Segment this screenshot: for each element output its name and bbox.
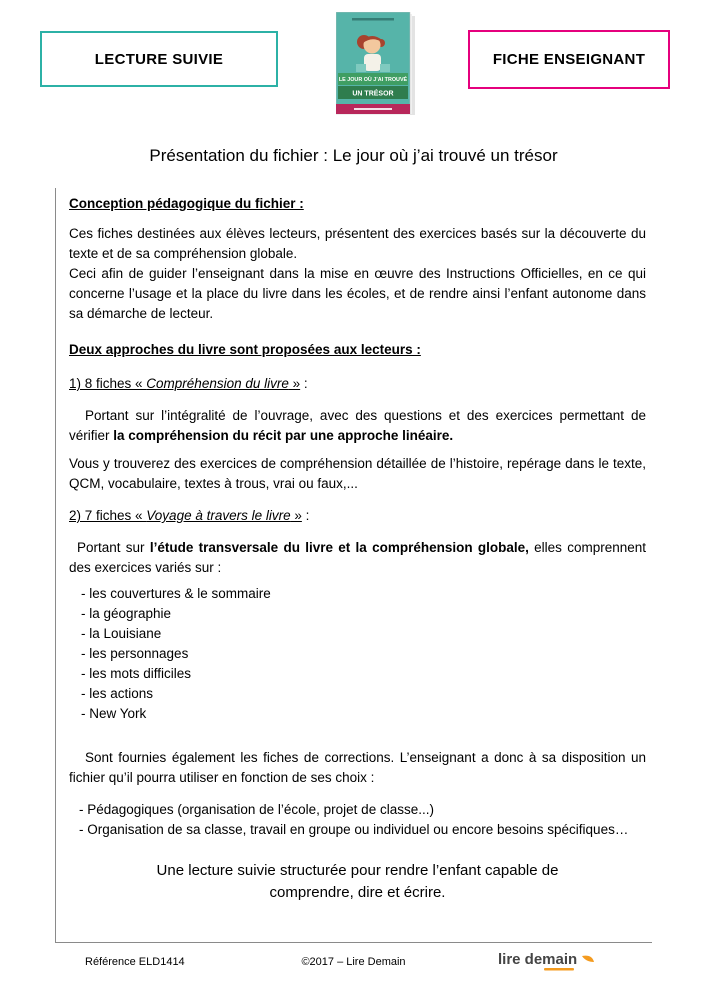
paragraph-guidance: Ceci afin de guider l’enseignant dans la mise en œuvre des Instructions Officielles, en ce qui concerne l’usage et la place du livre dans les écoles, et de rendre ainsi l’enfant autonome dans sa démarche de lecteur. bbox=[69, 266, 646, 321]
list-item: - les personnages bbox=[81, 646, 189, 661]
list-item: - New York bbox=[81, 706, 147, 721]
logo-subtext bbox=[544, 968, 574, 971]
paragraph-intro: Ces fiches destinées aux élèves lecteurs, présentent des exercices basés sur la découverte du texte et de sa compréhension globale. bbox=[69, 226, 646, 261]
book-title-line1: LE JOUR OÙ J’AI TROUVÉ bbox=[338, 77, 408, 83]
fiche2-colon: : bbox=[301, 508, 310, 523]
book-cover-illustration bbox=[336, 12, 416, 116]
fiche1-title: Compréhension du livre bbox=[146, 376, 289, 391]
page-title: Présentation du fichier : Le jour où j’ai trouvé un trésor bbox=[149, 146, 558, 165]
fiche2-suffix: » bbox=[290, 508, 302, 523]
fiche1-colon: : bbox=[300, 376, 308, 391]
badge-lecture-suivie bbox=[40, 31, 278, 87]
fiche1-suffix: » bbox=[288, 376, 301, 391]
heading-deux-approches: Deux approches du livre sont proposées aux lecteurs : bbox=[69, 342, 421, 357]
fiche1-details: Vous y trouverez des exercices de compréhension détaillée de l’histoire, repérage dans le texte, QCM, vocabulaire, textes à trous, vrai ou faux,... bbox=[69, 456, 646, 491]
badge-fiche-enseignant bbox=[468, 30, 670, 89]
fiche2-paragraph bbox=[69, 538, 646, 578]
lire-demain-logo bbox=[498, 948, 598, 979]
logo-swoosh-icon bbox=[582, 956, 594, 962]
fiche1-heading bbox=[69, 374, 646, 394]
fiche2-heading bbox=[69, 506, 646, 526]
footer-copyright: ©2017 – Lire Demain bbox=[301, 956, 406, 968]
fiche1-paragraph-text: Portant sur l’intégralité de l’ouvrage, avec des questions et des exercices permettant de vérifier bbox=[69, 408, 646, 443]
choices-list bbox=[69, 800, 646, 840]
list-item: - la Louisiane bbox=[81, 626, 162, 641]
fiche2-prefix: 2) 7 fiches « bbox=[69, 508, 147, 523]
list-item: - Pédagogiques (organisation de l’école, projet de classe...) bbox=[79, 802, 434, 817]
fiche1-paragraph-bold: la compréhension du récit par une approche linéaire. bbox=[113, 428, 454, 443]
lire-demain-logo-graphic bbox=[498, 948, 598, 976]
list-item: - la géographie bbox=[81, 606, 172, 621]
fiche2-paragraph-text1: Portant sur bbox=[77, 540, 150, 555]
list-item: - les mots difficiles bbox=[81, 666, 192, 681]
list-item: - les couvertures & le sommaire bbox=[81, 586, 271, 601]
footer bbox=[0, 946, 707, 1000]
fiche2-title: Voyage à travers le livre bbox=[146, 508, 291, 523]
book-cover-image bbox=[336, 12, 416, 116]
corrections-paragraph: Sont fournies également les fiches de corrections. L’enseignant a donc à sa disposition un fichier qu’il pourra utiliser en fonction de ses choix : bbox=[69, 750, 646, 785]
logo-text: lire demain bbox=[498, 951, 578, 968]
fiche2-paragraph-bold: l’étude transversale du livre et la compréhension globale, bbox=[149, 540, 529, 555]
list-item: - les actions bbox=[81, 686, 154, 701]
closing-statement: Une lecture suivie structurée pour rendre l’enfant capable de comprendre, dire et écrire. bbox=[156, 862, 559, 901]
book-title-line2: UN TRÉSOR bbox=[352, 90, 394, 98]
list-item: - Organisation de sa classe, travail en groupe ou individuel ou encore besoins spécifiques… bbox=[79, 822, 629, 837]
footer-reference: Référence ELD1414 bbox=[85, 956, 185, 968]
exercise-list bbox=[69, 584, 646, 724]
badge-lecture-suivie-label: LECTURE SUIVIE bbox=[94, 50, 224, 68]
badge-fiche-enseignant-label: FICHE ENSEIGNANT bbox=[492, 51, 646, 68]
fiche1-prefix: 1) 8 fiches « bbox=[69, 376, 147, 391]
document-body bbox=[55, 188, 652, 943]
fiche2-paragraph-text2: elles comprennent des exercices variés sur : bbox=[69, 540, 647, 575]
character-body bbox=[364, 54, 381, 71]
fiche1-paragraph bbox=[69, 406, 646, 446]
heading-conception: Conception pédagogique du fichier : bbox=[69, 196, 304, 211]
